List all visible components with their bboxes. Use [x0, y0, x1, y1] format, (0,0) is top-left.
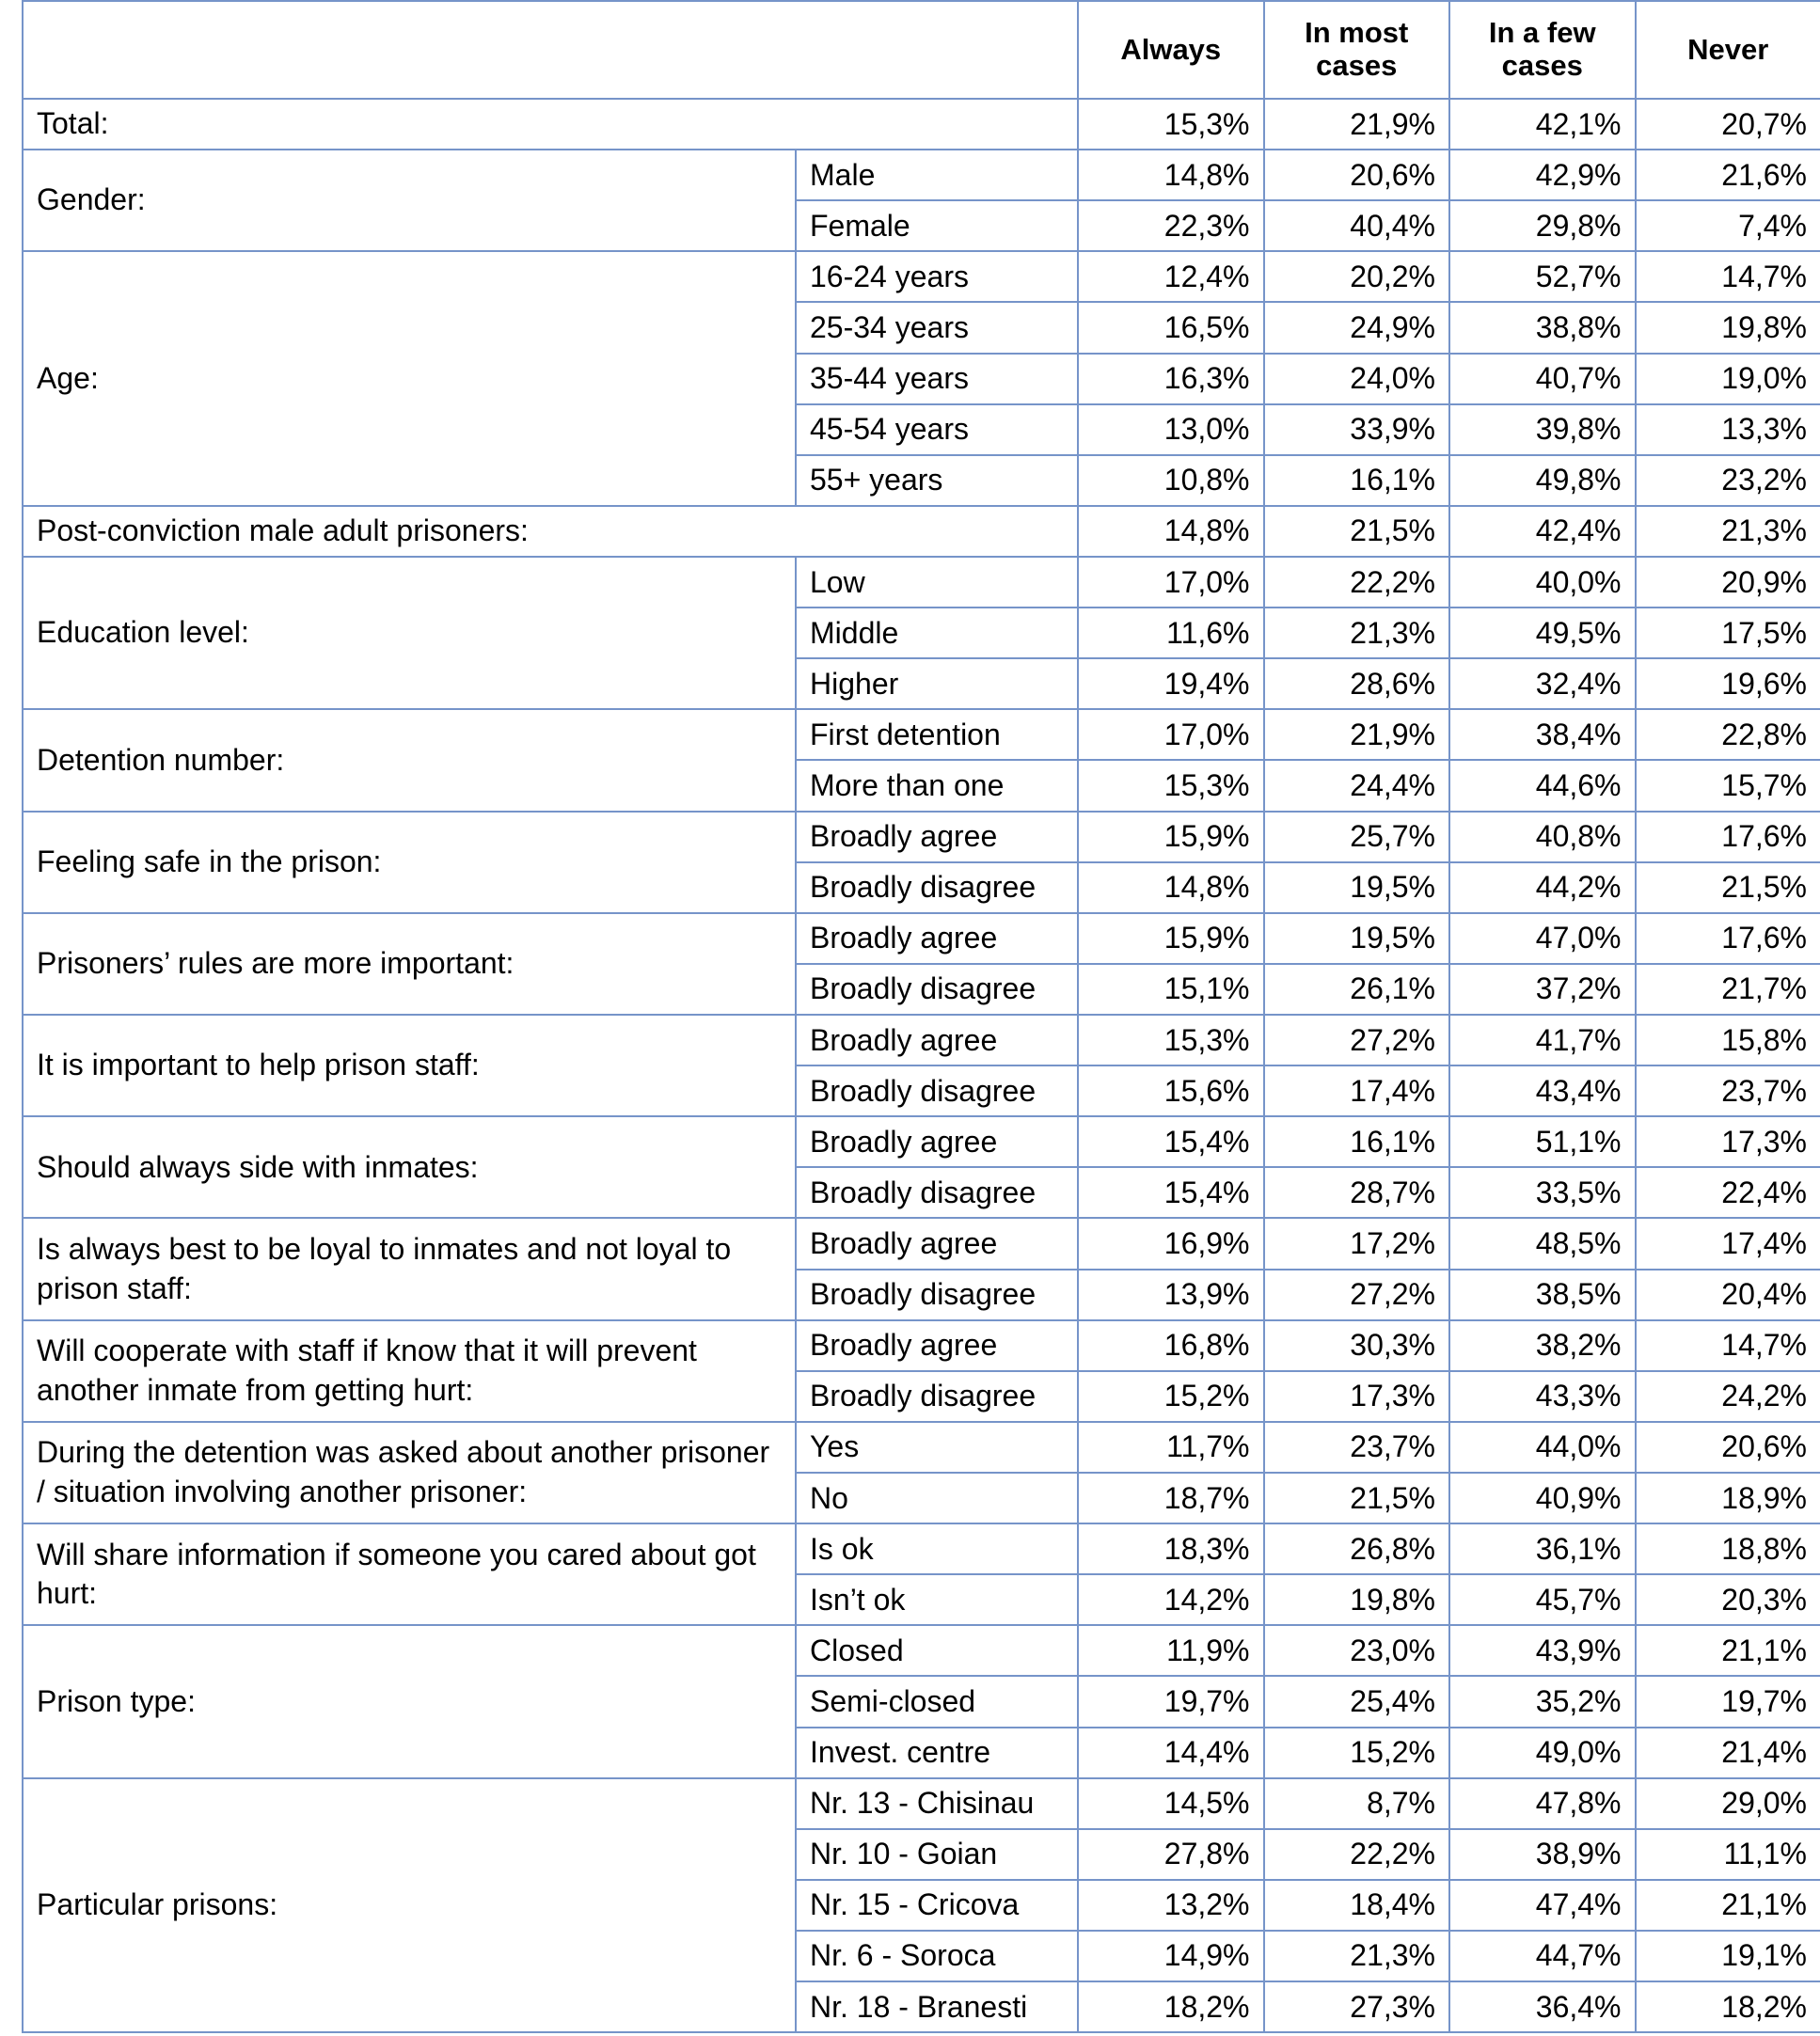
cell-value-col3: 38,4%: [1449, 709, 1636, 760]
cell-value-col1: 22,3%: [1078, 200, 1264, 251]
row-subcategory-label: Broadly agree: [796, 1320, 1078, 1371]
row-category-label: Particular prisons:: [23, 1778, 796, 2033]
cell-value-col3: 47,4%: [1449, 1880, 1636, 1931]
row-subcategory-label: 16-24 years: [796, 251, 1078, 302]
cell-value-col3: 38,5%: [1449, 1270, 1636, 1320]
cell-value-col3: 32,4%: [1449, 658, 1636, 709]
cell-value-col4: 19,7%: [1636, 1676, 1820, 1727]
cell-value-col1: 12,4%: [1078, 251, 1264, 302]
cell-value-col3: 29,8%: [1449, 200, 1636, 251]
cell-value-col1: 15,3%: [1078, 760, 1264, 811]
cell-value-col2: 24,9%: [1264, 302, 1450, 353]
cell-value-col1: 19,4%: [1078, 658, 1264, 709]
cell-value-col4: 18,8%: [1636, 1523, 1820, 1574]
cell-value-col2: 26,1%: [1264, 964, 1450, 1015]
table-row: [23, 709, 1820, 760]
cell-value-col4: 19,1%: [1636, 1931, 1820, 1981]
cell-value-col4: 23,7%: [1636, 1065, 1820, 1116]
row-subcategory-label: Male: [796, 150, 1078, 200]
cell-value-col2: 26,8%: [1264, 1523, 1450, 1574]
row-subcategory-label: Yes: [796, 1422, 1078, 1473]
cell-value-col4: 15,8%: [1636, 1015, 1820, 1065]
cell-value-col4: 21,5%: [1636, 862, 1820, 913]
cell-value-col3: 52,7%: [1449, 251, 1636, 302]
table-row: [23, 1015, 1820, 1065]
row-category-label: Feeling safe in the prison:: [23, 812, 796, 913]
table-row: [23, 1218, 1820, 1269]
table-row: [23, 99, 1820, 150]
cell-value-col4: 17,6%: [1636, 812, 1820, 862]
cell-value-col4: 21,6%: [1636, 150, 1820, 200]
cell-value-col2: 22,2%: [1264, 557, 1450, 608]
cell-value-col2: 17,4%: [1264, 1065, 1450, 1116]
cell-value-col2: 28,6%: [1264, 658, 1450, 709]
cell-value-col1: 15,1%: [1078, 964, 1264, 1015]
row-category-label: Is always best to be loyal to inmates and not loyal to prison staff:: [23, 1218, 796, 1319]
cell-value-col1: 13,9%: [1078, 1270, 1264, 1320]
cell-value-col3: 35,2%: [1449, 1676, 1636, 1727]
cell-value-col3: 40,8%: [1449, 812, 1636, 862]
row-category-label: Post-conviction male adult prisoners:: [23, 506, 1078, 557]
row-subcategory-label: More than one: [796, 760, 1078, 811]
cell-value-col3: 40,0%: [1449, 557, 1636, 608]
cell-value-col1: 11,6%: [1078, 608, 1264, 658]
cell-value-col1: 17,0%: [1078, 709, 1264, 760]
row-category-label: Detention number:: [23, 709, 796, 811]
table-row: [23, 1625, 1820, 1676]
cell-value-col4: 14,7%: [1636, 251, 1820, 302]
table-row: [23, 1778, 1820, 1829]
cell-value-col4: 20,7%: [1636, 99, 1820, 150]
cell-value-col1: 14,8%: [1078, 506, 1264, 557]
row-subcategory-label: Broadly agree: [796, 1116, 1078, 1167]
row-subcategory-label: Broadly agree: [796, 1218, 1078, 1269]
cell-value-col3: 42,4%: [1449, 506, 1636, 557]
cell-value-col2: 21,5%: [1264, 1473, 1450, 1523]
cell-value-col3: 49,0%: [1449, 1728, 1636, 1778]
row-category-label: Prison type:: [23, 1625, 796, 1777]
cell-value-col1: 15,3%: [1078, 1015, 1264, 1065]
cell-value-col2: 17,2%: [1264, 1218, 1450, 1269]
cell-value-col1: 16,9%: [1078, 1218, 1264, 1269]
cell-value-col1: 15,2%: [1078, 1371, 1264, 1422]
row-subcategory-label: Semi-closed: [796, 1676, 1078, 1727]
table-row: [23, 1422, 1820, 1473]
row-category-label: Gender:: [23, 150, 796, 251]
cell-value-col1: 18,3%: [1078, 1523, 1264, 1574]
cell-value-col4: 7,4%: [1636, 200, 1820, 251]
row-subcategory-label: Isn’t ok: [796, 1574, 1078, 1625]
row-subcategory-label: Broadly agree: [796, 1015, 1078, 1065]
cell-value-col3: 42,9%: [1449, 150, 1636, 200]
row-subcategory-label: Broadly disagree: [796, 1371, 1078, 1422]
cell-value-col2: 21,3%: [1264, 1931, 1450, 1981]
cell-value-col4: 24,2%: [1636, 1371, 1820, 1422]
cell-value-col1: 15,3%: [1078, 99, 1264, 150]
row-category-label: During the detention was asked about another prisoner / situation involving another prisoner:: [23, 1422, 796, 1523]
row-subcategory-label: Nr. 6 - Soroca: [796, 1931, 1078, 1981]
cell-value-col1: 14,8%: [1078, 862, 1264, 913]
row-subcategory-label: Female: [796, 200, 1078, 251]
cell-value-col3: 51,1%: [1449, 1116, 1636, 1167]
cell-value-col3: 38,9%: [1449, 1829, 1636, 1880]
table-row: [23, 1523, 1820, 1574]
row-subcategory-label: 45-54 years: [796, 404, 1078, 455]
row-category-label: Will cooperate with staff if know that it will prevent another inmate from getting hurt:: [23, 1320, 796, 1422]
row-category-label: Total:: [23, 99, 1078, 150]
cell-value-col3: 48,5%: [1449, 1218, 1636, 1269]
column-header-always: Always: [1078, 1, 1264, 99]
cell-value-col3: 44,6%: [1449, 760, 1636, 811]
cell-value-col1: 14,5%: [1078, 1778, 1264, 1829]
table-header: [23, 1, 1820, 99]
cell-value-col2: 20,6%: [1264, 150, 1450, 200]
cell-value-col2: 16,1%: [1264, 455, 1450, 506]
table-body: [23, 99, 1820, 2032]
row-subcategory-label: Broadly disagree: [796, 1270, 1078, 1320]
row-subcategory-label: Nr. 13 - Chisinau: [796, 1778, 1078, 1829]
cell-value-col1: 13,2%: [1078, 1880, 1264, 1931]
row-subcategory-label: Broadly agree: [796, 913, 1078, 964]
cell-value-col2: 30,3%: [1264, 1320, 1450, 1371]
cell-value-col3: 38,8%: [1449, 302, 1636, 353]
row-subcategory-label: Nr. 18 - Branesti: [796, 1981, 1078, 2032]
row-subcategory-label: Broadly disagree: [796, 964, 1078, 1015]
table-row: [23, 150, 1820, 200]
cell-value-col2: 33,9%: [1264, 404, 1450, 455]
cell-value-col2: 25,7%: [1264, 812, 1450, 862]
cell-value-col2: 18,4%: [1264, 1880, 1450, 1931]
table-row: [23, 251, 1820, 302]
cell-value-col4: 21,1%: [1636, 1625, 1820, 1676]
cell-value-col2: 21,9%: [1264, 709, 1450, 760]
cell-value-col1: 16,3%: [1078, 354, 1264, 404]
cell-value-col4: 20,9%: [1636, 557, 1820, 608]
cell-value-col2: 23,7%: [1264, 1422, 1450, 1473]
cell-value-col1: 10,8%: [1078, 455, 1264, 506]
cell-value-col1: 11,9%: [1078, 1625, 1264, 1676]
row-category-label: Prisoners’ rules are more important:: [23, 913, 796, 1015]
cell-value-col3: 39,8%: [1449, 404, 1636, 455]
cell-value-col4: 14,7%: [1636, 1320, 1820, 1371]
cell-value-col1: 14,2%: [1078, 1574, 1264, 1625]
row-category-label: Age:: [23, 251, 796, 506]
cell-value-col4: 21,4%: [1636, 1728, 1820, 1778]
cell-value-col4: 29,0%: [1636, 1778, 1820, 1829]
cell-value-col4: 20,6%: [1636, 1422, 1820, 1473]
column-header-in-most-cases: In most cases: [1264, 1, 1450, 99]
cell-value-col2: 19,8%: [1264, 1574, 1450, 1625]
row-subcategory-label: Is ok: [796, 1523, 1078, 1574]
cell-value-col3: 33,5%: [1449, 1167, 1636, 1218]
cell-value-col3: 40,7%: [1449, 354, 1636, 404]
cell-value-col2: 20,2%: [1264, 251, 1450, 302]
cell-value-col4: 21,1%: [1636, 1880, 1820, 1931]
cell-value-col1: 18,7%: [1078, 1473, 1264, 1523]
row-subcategory-label: 25-34 years: [796, 302, 1078, 353]
cell-value-col4: 17,5%: [1636, 608, 1820, 658]
row-subcategory-label: First detention: [796, 709, 1078, 760]
cell-value-col2: 19,5%: [1264, 862, 1450, 913]
cell-value-col3: 38,2%: [1449, 1320, 1636, 1371]
cell-value-col4: 19,0%: [1636, 354, 1820, 404]
row-category-label: Education level:: [23, 557, 796, 709]
row-subcategory-label: Invest. centre: [796, 1728, 1078, 1778]
row-subcategory-label: Middle: [796, 608, 1078, 658]
row-subcategory-label: Broadly disagree: [796, 862, 1078, 913]
cell-value-col2: 16,1%: [1264, 1116, 1450, 1167]
row-subcategory-label: Higher: [796, 658, 1078, 709]
column-header-never: Never: [1636, 1, 1820, 99]
row-subcategory-label: Broadly agree: [796, 812, 1078, 862]
cell-value-col1: 14,4%: [1078, 1728, 1264, 1778]
cell-value-col4: 21,7%: [1636, 964, 1820, 1015]
cell-value-col3: 44,0%: [1449, 1422, 1636, 1473]
table-row: [23, 1320, 1820, 1371]
cell-value-col2: 8,7%: [1264, 1778, 1450, 1829]
cell-value-col3: 42,1%: [1449, 99, 1636, 150]
cell-value-col1: 15,6%: [1078, 1065, 1264, 1116]
cell-value-col2: 27,2%: [1264, 1270, 1450, 1320]
row-subcategory-label: Closed: [796, 1625, 1078, 1676]
table-row: [23, 812, 1820, 862]
row-category-label: Should always side with inmates:: [23, 1116, 796, 1218]
cell-value-col2: 21,3%: [1264, 608, 1450, 658]
row-subcategory-label: Low: [796, 557, 1078, 608]
cell-value-col3: 37,2%: [1449, 964, 1636, 1015]
cell-value-col2: 40,4%: [1264, 200, 1450, 251]
cell-value-col3: 44,2%: [1449, 862, 1636, 913]
cell-value-col2: 19,5%: [1264, 913, 1450, 964]
cell-value-col2: 25,4%: [1264, 1676, 1450, 1727]
row-subcategory-label: Broadly disagree: [796, 1167, 1078, 1218]
cell-value-col3: 43,3%: [1449, 1371, 1636, 1422]
cell-value-col3: 47,0%: [1449, 913, 1636, 964]
cell-value-col3: 45,7%: [1449, 1574, 1636, 1625]
cell-value-col1: 15,9%: [1078, 812, 1264, 862]
cell-value-col4: 22,4%: [1636, 1167, 1820, 1218]
cell-value-col2: 24,4%: [1264, 760, 1450, 811]
row-subcategory-label: No: [796, 1473, 1078, 1523]
cell-value-col1: 11,7%: [1078, 1422, 1264, 1473]
cell-value-col3: 36,1%: [1449, 1523, 1636, 1574]
cell-value-col2: 21,9%: [1264, 99, 1450, 150]
cell-value-col3: 44,7%: [1449, 1931, 1636, 1981]
cell-value-col3: 49,8%: [1449, 455, 1636, 506]
column-header-in-a-few-cases: In a few cases: [1449, 1, 1636, 99]
header-corner-cell: [23, 1, 1078, 99]
row-subcategory-label: 55+ years: [796, 455, 1078, 506]
cell-value-col1: 16,8%: [1078, 1320, 1264, 1371]
cell-value-col2: 17,3%: [1264, 1371, 1450, 1422]
cell-value-col3: 49,5%: [1449, 608, 1636, 658]
cell-value-col4: 18,2%: [1636, 1981, 1820, 2032]
cell-value-col3: 43,4%: [1449, 1065, 1636, 1116]
cell-value-col1: 14,9%: [1078, 1931, 1264, 1981]
cell-value-col4: 20,4%: [1636, 1270, 1820, 1320]
cell-value-col2: 28,7%: [1264, 1167, 1450, 1218]
cell-value-col2: 22,2%: [1264, 1829, 1450, 1880]
cell-value-col3: 36,4%: [1449, 1981, 1636, 2032]
survey-results-table: [22, 0, 1820, 2033]
cell-value-col3: 47,8%: [1449, 1778, 1636, 1829]
cell-value-col3: 40,9%: [1449, 1473, 1636, 1523]
cell-value-col2: 15,2%: [1264, 1728, 1450, 1778]
cell-value-col4: 23,2%: [1636, 455, 1820, 506]
cell-value-col3: 43,9%: [1449, 1625, 1636, 1676]
cell-value-col1: 27,8%: [1078, 1829, 1264, 1880]
cell-value-col4: 22,8%: [1636, 709, 1820, 760]
row-subcategory-label: Broadly disagree: [796, 1065, 1078, 1116]
row-category-label: Will share information if someone you cared about got hurt:: [23, 1523, 796, 1625]
cell-value-col3: 41,7%: [1449, 1015, 1636, 1065]
header-row: [23, 1, 1820, 99]
cell-value-col4: 20,3%: [1636, 1574, 1820, 1625]
cell-value-col2: 27,3%: [1264, 1981, 1450, 2032]
cell-value-col4: 17,3%: [1636, 1116, 1820, 1167]
cell-value-col1: 15,4%: [1078, 1167, 1264, 1218]
cell-value-col2: 27,2%: [1264, 1015, 1450, 1065]
cell-value-col1: 16,5%: [1078, 302, 1264, 353]
table-row: [23, 913, 1820, 964]
table-row: [23, 506, 1820, 557]
cell-value-col4: 17,4%: [1636, 1218, 1820, 1269]
cell-value-col2: 21,5%: [1264, 506, 1450, 557]
cell-value-col2: 24,0%: [1264, 354, 1450, 404]
cell-value-col1: 15,9%: [1078, 913, 1264, 964]
row-subcategory-label: 35-44 years: [796, 354, 1078, 404]
cell-value-col1: 17,0%: [1078, 557, 1264, 608]
cell-value-col1: 19,7%: [1078, 1676, 1264, 1727]
cell-value-col1: 14,8%: [1078, 150, 1264, 200]
cell-value-col2: 23,0%: [1264, 1625, 1450, 1676]
cell-value-col4: 11,1%: [1636, 1829, 1820, 1880]
cell-value-col4: 17,6%: [1636, 913, 1820, 964]
cell-value-col1: 13,0%: [1078, 404, 1264, 455]
table-row: [23, 557, 1820, 608]
row-subcategory-label: Nr. 15 - Cricova: [796, 1880, 1078, 1931]
row-category-label: It is important to help prison staff:: [23, 1015, 796, 1116]
cell-value-col4: 19,6%: [1636, 658, 1820, 709]
cell-value-col4: 21,3%: [1636, 506, 1820, 557]
table-row: [23, 1116, 1820, 1167]
cell-value-col1: 18,2%: [1078, 1981, 1264, 2032]
cell-value-col4: 18,9%: [1636, 1473, 1820, 1523]
cell-value-col4: 13,3%: [1636, 404, 1820, 455]
cell-value-col1: 15,4%: [1078, 1116, 1264, 1167]
row-subcategory-label: Nr. 10 - Goian: [796, 1829, 1078, 1880]
cell-value-col4: 15,7%: [1636, 760, 1820, 811]
cell-value-col4: 19,8%: [1636, 302, 1820, 353]
